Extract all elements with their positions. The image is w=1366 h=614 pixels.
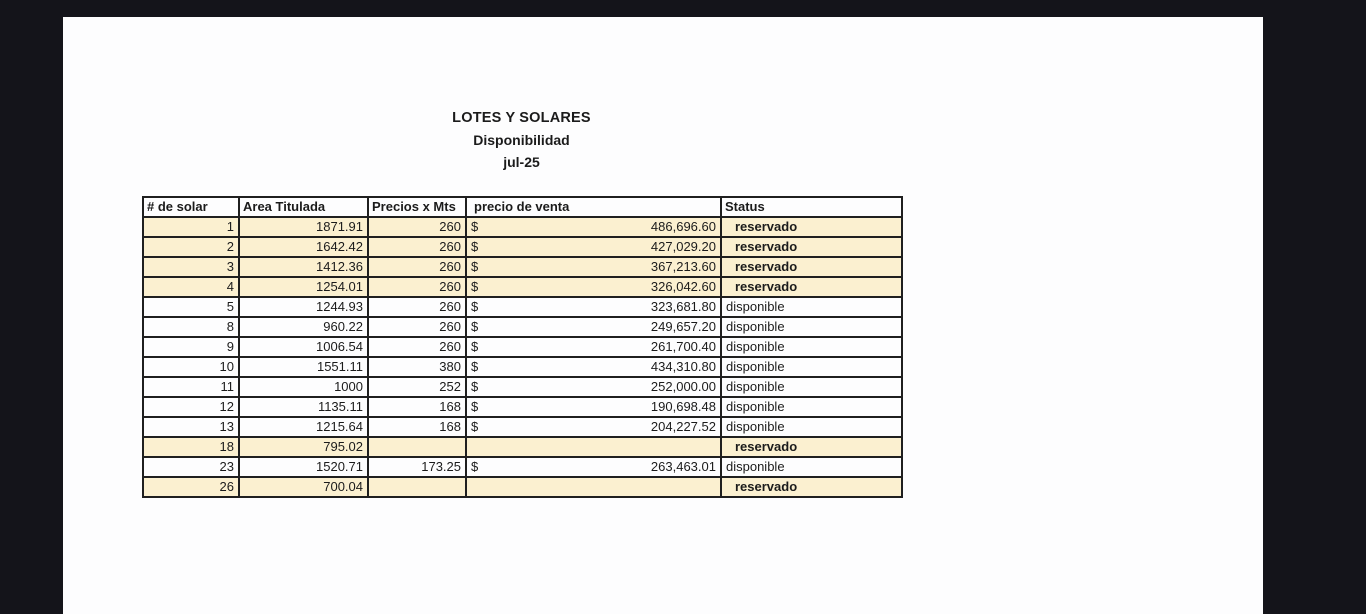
header-precio-venta: precio de venta (466, 197, 721, 217)
cell-precio-mts (368, 437, 466, 457)
cell-status: disponible (721, 297, 902, 317)
venta-amount: 434,310.80 (650, 359, 716, 374)
cell-solar: 2 (143, 237, 239, 257)
cell-area: 1520.71 (239, 457, 368, 477)
cell-area: 1135.11 (239, 397, 368, 417)
venta-amount: 326,042.60 (650, 279, 716, 294)
venta-amount: 427,029.20 (650, 239, 716, 254)
currency-symbol: $ (471, 359, 479, 374)
cell-precio-venta (466, 417, 721, 437)
cell-area: 1412.36 (239, 257, 368, 277)
cell-precio-venta (466, 337, 721, 357)
cell-solar: 13 (143, 417, 239, 437)
cell-solar: 5 (143, 297, 239, 317)
cell-area: 960.22 (239, 317, 368, 337)
header-area: Area Titulada (239, 197, 368, 217)
table-row (143, 257, 902, 277)
cell-status: disponible (721, 317, 902, 337)
table-row (143, 317, 902, 337)
cell-precio-mts: 168 (368, 397, 466, 417)
doc-period: jul-25 (503, 154, 540, 170)
header-precio-mts: Precios x Mts (368, 197, 466, 217)
venta-amount: 323,681.80 (650, 299, 716, 314)
venta-amount: 263,463.01 (650, 459, 716, 474)
doc-subtitle: Disponibilidad (473, 132, 570, 148)
cell-precio-venta (466, 357, 721, 377)
cell-area: 1244.93 (239, 297, 368, 317)
cell-precio-venta (466, 257, 721, 277)
cell-area: 1551.11 (239, 357, 368, 377)
cell-status: reservado (721, 237, 902, 257)
cell-status: disponible (721, 337, 902, 357)
currency-symbol: $ (471, 459, 479, 474)
cell-status: disponible (721, 417, 902, 437)
cell-area: 795.02 (239, 437, 368, 457)
table-row (143, 457, 902, 477)
cell-solar: 18 (143, 437, 239, 457)
table-row (143, 297, 902, 317)
availability-table (142, 196, 903, 498)
cell-precio-mts: 260 (368, 297, 466, 317)
cell-area: 700.04 (239, 477, 368, 497)
table-row (143, 437, 902, 457)
currency-symbol: $ (471, 299, 479, 314)
table-row (143, 357, 902, 377)
table-header-row (143, 197, 902, 217)
cell-area: 1871.91 (239, 217, 368, 237)
doc-title: LOTES Y SOLARES (452, 110, 591, 126)
currency-symbol: $ (471, 259, 479, 274)
currency-symbol: $ (471, 399, 479, 414)
document-page (63, 17, 1263, 614)
cell-area: 1215.64 (239, 417, 368, 437)
header-status: Status (721, 197, 902, 217)
table-row (143, 477, 902, 497)
table-row (143, 397, 902, 417)
cell-solar: 8 (143, 317, 239, 337)
cell-status: reservado (721, 437, 902, 457)
document-header (142, 107, 901, 173)
cell-solar: 26 (143, 477, 239, 497)
cell-solar: 4 (143, 277, 239, 297)
currency-symbol: $ (471, 339, 479, 354)
cell-solar: 3 (143, 257, 239, 277)
cell-precio-venta (466, 457, 721, 477)
cell-precio-venta (466, 377, 721, 397)
cell-status: disponible (721, 457, 902, 477)
cell-status: reservado (721, 277, 902, 297)
venta-amount: 190,698.48 (650, 399, 716, 414)
cell-precio-mts: 260 (368, 257, 466, 277)
table-row (143, 277, 902, 297)
currency-symbol: $ (471, 239, 479, 254)
venta-amount: 486,696.60 (650, 219, 716, 234)
cell-solar: 9 (143, 337, 239, 357)
cell-solar: 1 (143, 217, 239, 237)
cell-precio-mts: 260 (368, 317, 466, 337)
table-row (143, 237, 902, 257)
cell-solar: 12 (143, 397, 239, 417)
table-row (143, 417, 902, 437)
cell-precio-mts: 252 (368, 377, 466, 397)
cell-area: 1000 (239, 377, 368, 397)
cell-precio-mts: 260 (368, 337, 466, 357)
cell-precio-venta (466, 217, 721, 237)
table-row (143, 337, 902, 357)
currency-symbol: $ (471, 419, 479, 434)
cell-precio-mts: 173.25 (368, 457, 466, 477)
cell-precio-venta (466, 317, 721, 337)
cell-status: reservado (721, 217, 902, 237)
cell-status: disponible (721, 357, 902, 377)
cell-status: disponible (721, 397, 902, 417)
cell-solar: 11 (143, 377, 239, 397)
cell-precio-mts: 168 (368, 417, 466, 437)
cell-area: 1254.01 (239, 277, 368, 297)
cell-precio-mts: 260 (368, 237, 466, 257)
cell-solar: 10 (143, 357, 239, 377)
cell-status: reservado (721, 257, 902, 277)
cell-precio-venta (466, 237, 721, 257)
currency-symbol: $ (471, 219, 479, 234)
cell-status: reservado (721, 477, 902, 497)
cell-precio-venta (466, 477, 721, 497)
venta-amount: 252,000.00 (650, 379, 716, 394)
cell-precio-venta (466, 437, 721, 457)
cell-area: 1006.54 (239, 337, 368, 357)
currency-symbol: $ (471, 279, 479, 294)
currency-symbol: $ (471, 379, 479, 394)
venta-amount: 249,657.20 (650, 319, 716, 334)
cell-area: 1642.42 (239, 237, 368, 257)
table-row (143, 377, 902, 397)
venta-amount: 204,227.52 (650, 419, 716, 434)
cell-status: disponible (721, 377, 902, 397)
venta-amount: 261,700.40 (650, 339, 716, 354)
cell-precio-venta (466, 297, 721, 317)
cell-precio-mts: 380 (368, 357, 466, 377)
header-solar: # de solar (143, 197, 239, 217)
cell-precio-venta (466, 277, 721, 297)
cell-precio-venta (466, 397, 721, 417)
venta-amount: 367,213.60 (650, 259, 716, 274)
cell-precio-mts: 260 (368, 277, 466, 297)
table-row (143, 217, 902, 237)
cell-precio-mts: 260 (368, 217, 466, 237)
cell-solar: 23 (143, 457, 239, 477)
currency-symbol: $ (471, 319, 479, 334)
cell-precio-mts (368, 477, 466, 497)
